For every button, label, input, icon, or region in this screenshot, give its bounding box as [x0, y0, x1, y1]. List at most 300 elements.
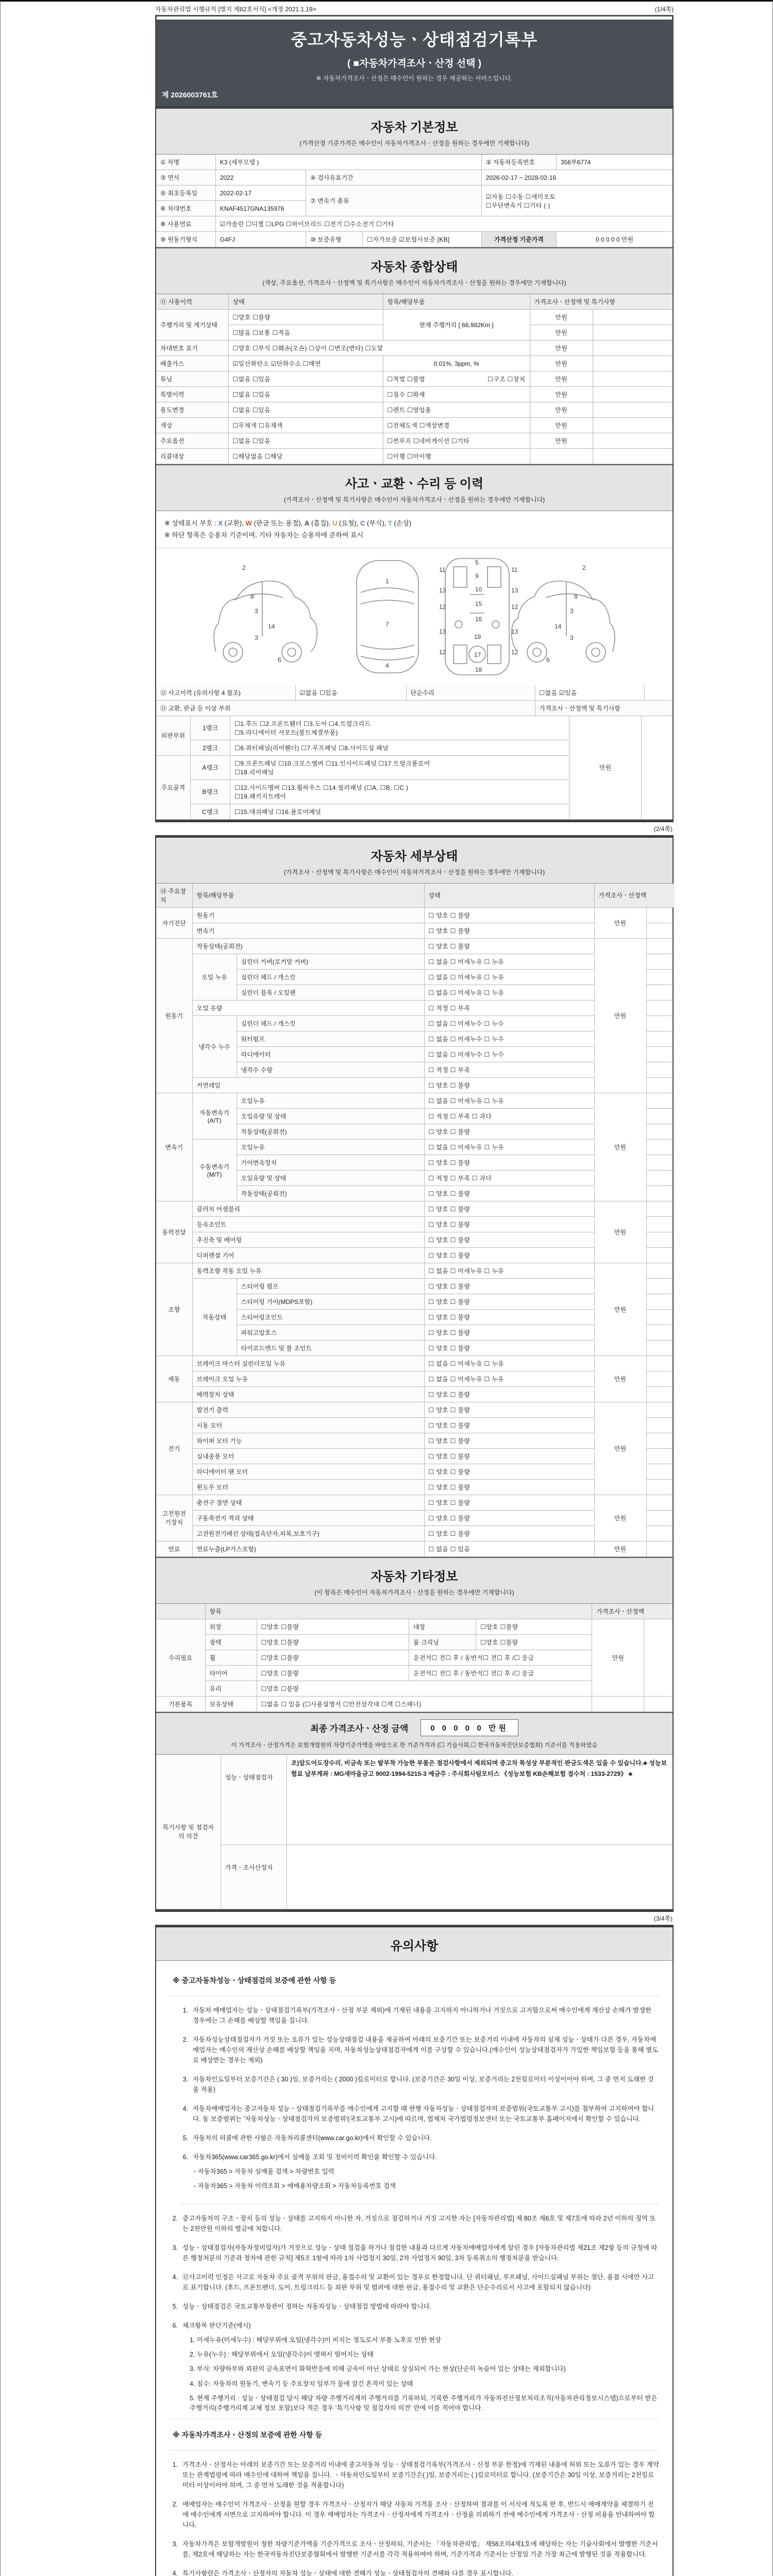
engine-idle-label: 작동상태(공회전): [192, 938, 424, 954]
engine-note-2: [646, 954, 675, 969]
criteria-1: 1. 미세누유(미세누수) : 해당부위에 오일(냉각수)이 비치는 정도로서 부품 노후로 인한 현상: [190, 2336, 441, 2344]
notice-header: [156, 1927, 673, 1961]
water-pump-state[interactable]: ☐ 없음 ☐ 미세누수 ☐ 누수: [424, 1031, 594, 1046]
panel-rank-table: [156, 716, 673, 820]
notice-body: [156, 1961, 673, 2576]
legend-symbol-a: A: [304, 519, 310, 527]
special-history-state[interactable]: ☐없음 ☐있음: [228, 387, 383, 402]
fuel-options[interactable]: ☑가솔린 ☐디젤 ☐LPG ☐하이브리드 ☐전기 ☐수소전기 ☐기타: [215, 216, 673, 232]
tie-rod-state[interactable]: ☐ 양호 ☐ 불량: [424, 1340, 594, 1355]
rankB-options-line2[interactable]: ☐19.패키지트레이: [234, 792, 287, 800]
wheel-state[interactable]: ☐양호 ☐불량: [257, 1650, 409, 1665]
band-gap: [157, 16, 672, 20]
vin-mark-label: 차대번호 표기: [156, 341, 228, 356]
legend-note: ※ 하단 항목은 승용차 기준이며, 기타 자동차는 승용차에 준하여 표시: [164, 531, 364, 539]
repair-price: 만원: [592, 1619, 644, 1696]
rankA-options-line1[interactable]: ☐9.프론트패널 ☐10.크로스멤버 ☐11.인사이드패널 ☐17.트렁크플로어: [234, 759, 430, 767]
steering-price: 만원: [594, 1263, 646, 1355]
usage-change-item[interactable]: ☐렌트 ☐영업용: [383, 402, 530, 418]
option-state[interactable]: ☐없음 ☐있음: [228, 433, 383, 449]
rank2-label: 2랭크: [190, 740, 230, 755]
window-motor-state[interactable]: ☐ 양호 ☐ 불량: [424, 1479, 594, 1495]
page-marker-1: (1/4쪽): [654, 6, 674, 13]
cleaning-state[interactable]: ☐양호 ☐불량: [476, 1634, 592, 1650]
svg-text:14: 14: [268, 622, 275, 630]
notice-item-text: 매매업자는 매수인이 가격조사ㆍ산정을 원할 경우 가격조사ㆍ산정자가 해당 자동차 가격을 조사ㆍ산정하여 결과를 이 서식에 적도록 한 후, 반드시 매매계약을 체결하기 전에 매수인에게 서면으로 고지하여야 합니다. 이 경우 매매업자는 가격조사ㆍ산정자에게 가격조사ㆍ산정을 의뢰하기 전에 매수인에게 가격조사ㆍ산정 비용을 안내하여야 합니다.: [182, 2500, 655, 2529]
tuning-label: 튜닝: [156, 371, 228, 387]
warranty-label: ⑩ 보증유형: [306, 232, 363, 247]
engine-note-1: [646, 938, 675, 954]
notice-item-text: 자동차매매업자는 중고자동차 성능ㆍ상태점검기록부를 매수인에게 고지할 때 현행 자동차성능ㆍ상태점검자의 보증범위(국토교통부 고시)를 첨부하여 고지하여야 합니다. 동 보증범위는 '자동차성능ㆍ상태점검자의 보증범위'(국토교통부 고시)에 따르며, 법제처 국가법령정보센터 또는 국토교통부 홈페이지에서 확인할 수 있습니다.: [193, 2105, 654, 2123]
notice-item-no: 5.: [182, 2134, 188, 2142]
title-band: [155, 15, 674, 106]
cleaning-label: 룸 크리닝: [409, 1634, 476, 1650]
mileage-state-1[interactable]: ☐양호 ☐불량: [228, 310, 383, 325]
water-pump-label: 워터펌프: [237, 1031, 424, 1046]
at-idle-state[interactable]: ☐ 양호 ☐ 불량: [424, 1124, 594, 1139]
fuel-price: 만원: [594, 1541, 646, 1556]
tuning-state[interactable]: ☐없음 ☐있음: [228, 371, 383, 387]
prop-shaft-label: 추진축 및 베어링: [192, 1232, 424, 1247]
svg-text:3: 3: [255, 607, 258, 615]
st-pump-label: 스티어링 펌프: [237, 1278, 424, 1294]
rankB-label: B랭크: [190, 779, 230, 804]
special-history-price: 만원: [530, 387, 593, 402]
overall-table: [156, 294, 673, 464]
main-frame-label: 주요골격: [156, 755, 190, 819]
subgroup-mt: 수동변속기 (M/T): [192, 1139, 237, 1201]
inspector-opinion-text: 조)앞도어도장수리, 비금속 또는 탈부착 가능한 부품은 점검사항에서 제외되며 중고차 특성상 부분적인 판금도색은 있을 수 있습니다.♣ 성능보험료 납부계좌 : MG새마을금고 9002-1994-5215-3 예금주 : 주식회사팀모터스 《성능보험 KB손해보험 접수처 : 1533-2729》 ♣: [287, 1754, 673, 1844]
vin-label: ⑥ 차대번호: [156, 201, 215, 216]
option-label: 주요옵션: [156, 433, 228, 449]
notice-penalty-items: [170, 2213, 659, 2419]
simple-repair-label: 단순수리: [406, 685, 535, 701]
mileage-current: 현재 주행거리 [ 66,982Km ]: [383, 310, 530, 341]
subgroup-oil-leak: 오일 누유: [192, 954, 237, 1000]
simple-repair-note: [644, 685, 673, 701]
notice-item-text: 자동차의 리콜에 관한 사항은 자동차리콜센터(www.car.go.kr)에서 확인할 수 있습니다.: [193, 2134, 432, 2142]
radiator-label: 라디에이터: [237, 1046, 424, 1062]
legend-desc-x: (교환),: [222, 519, 246, 527]
commonrail-state[interactable]: ☐ 양호 ☐ 불량: [424, 1077, 594, 1093]
selfdiag-note-2: [646, 923, 675, 938]
criteria-5: 5. 현재 주행거리 : 성능ㆍ상태점검 당시 해당 차량 주행거리계의 주행거리를 기록하되, 기록한 주행거리가 자동차전산정보처리조직(자동차관리정보시스템)으로부터 받은 주행거리(주행거리계 교체 정보 포함)보다 적은 경우 '특기사항 및 점검자의 의견' 란에 이를 적어야 합니다.: [190, 2395, 658, 2412]
group-repair-needed: 수리필요: [156, 1619, 205, 1696]
trans-note-1: [646, 1093, 675, 1108]
svg-text:14: 14: [554, 622, 562, 630]
at-level-state[interactable]: ☐ 적정 ☐ 부족 ☐ 과다: [424, 1108, 594, 1124]
detail-col-device: ⑭ 주요장치: [156, 884, 192, 908]
group-transmission: 변속기: [156, 1093, 192, 1201]
master-cyl-state[interactable]: ☐ 없음 ☐ 미세누유 ☐ 누유: [424, 1355, 594, 1371]
appraiser-label: 가격ㆍ조사산정자: [221, 1844, 287, 1909]
mt-level-state[interactable]: ☐ 적정 ☐ 부족 ☐ 과다: [424, 1170, 594, 1185]
final-price-label: 최종 가격조사ㆍ산정 금액: [310, 1723, 409, 1734]
mt-gear-label: 기어변속장치: [237, 1155, 424, 1170]
svg-text:13: 13: [439, 628, 446, 635]
power-note-4: [646, 1247, 675, 1263]
mileage-note-2: [593, 325, 673, 341]
selfdiag-trans-label: 변속기: [192, 923, 424, 938]
hv-wiring-state[interactable]: ☐ 양호 ☐ 불량: [424, 1526, 594, 1541]
group-selfdiag: 자기진단: [156, 907, 192, 938]
brake-price: 만원: [594, 1355, 646, 1402]
trans-note-5: [646, 1155, 675, 1170]
engine-note-5: [646, 1000, 675, 1015]
tuning-legal[interactable]: ☐적법 ☐불법: [387, 376, 425, 383]
power-note-3: [646, 1232, 675, 1247]
differential-label: 디퍼렌셜 기어: [192, 1247, 424, 1263]
criteria-2: 2. 누유(누수) : 해당부위에서 오일(냉각수)이 맺혀서 떨어지는 상태: [190, 2350, 374, 2358]
reg-no-label: ② 자동차등록번호: [481, 155, 556, 170]
accident-note: (가격조사ㆍ산정액 및 특기사항은 매수인이 자동차가격조사ㆍ산정을 원하는 경우에만 기재합니다): [283, 496, 545, 503]
notice-item-text: 자동차인도일부터 보증기간은 ( 30 )일, 보증거리는 ( 2000 )킬로미터로 합니다. (보증기간은 30일 이상, 보증거리는 2천킬로미터 이상이어야 하며, 그 중 먼저 도래한 것을 적용): [193, 2075, 654, 2093]
page-3: [155, 1925, 674, 2576]
top-meta: [155, 2, 674, 15]
svg-text:7: 7: [385, 620, 389, 628]
emission-price: 만원: [530, 356, 593, 371]
blower-state[interactable]: ☐ 양호 ☐ 불량: [424, 1448, 594, 1464]
steer-note-1: [646, 1263, 675, 1278]
overall-note: (색상, 주요옵션, 가격조사ㆍ산정액 및 특기사항은 매수인이 자동차가격조사ㆍ산정을 원하는 경우에만 기재합니다): [262, 279, 566, 286]
cv-joint-state[interactable]: ☐ 양호 ☐ 불량: [424, 1216, 594, 1232]
notice-item-no: 1.: [172, 2461, 178, 2468]
elec-note-5: [646, 1464, 675, 1479]
tuning-note: [593, 371, 673, 387]
tire-detail[interactable]: 운전석☐ 전☐ 후 / 동반석☐ 전☐ 후 /☐ 응급: [409, 1665, 592, 1681]
svg-text:12: 12: [439, 648, 446, 656]
fuel-note-1: [646, 1541, 675, 1556]
state-symbol-legend: [156, 511, 673, 548]
brake-oil-label: 브레이크 오일 누유: [192, 1371, 424, 1386]
holding-price: [592, 1696, 644, 1711]
rank-price-note: [641, 716, 673, 820]
steer-note-6: [646, 1340, 675, 1355]
coolant-head-state[interactable]: ☐ 없음 ☐ 미세누수 ☐ 누수: [424, 1015, 594, 1031]
price-survey-select: ( ■자동차가격조사ㆍ산정 선택 ): [347, 58, 482, 69]
tire-state[interactable]: ☐양호 ☐불량: [257, 1665, 409, 1681]
criteria-3: 3. 부식: 차량하부와 외판의 금속표면이 화학반응에 의해 금속이 아닌 상태로 상실되어 가는 현상(단순히 녹슬어 있는 상태는 제외합니다): [190, 2365, 566, 2373]
detail-col-state: 상태: [424, 884, 594, 908]
interior-state[interactable]: ☐양호 ☐불량: [476, 1619, 592, 1634]
clutch-label: 클러치 어셈블리: [192, 1201, 424, 1216]
vin-value: KNAF4517GNA135976: [215, 201, 306, 216]
tuning-kind[interactable]: ☐구조 ☐장치: [488, 376, 526, 383]
ps-leak-label: 동력조향 작동 오일 누유: [192, 1263, 424, 1278]
svg-text:10: 10: [475, 585, 482, 593]
power-note-2: [646, 1216, 675, 1232]
transmission-options-line2[interactable]: ☐무단변속기 ☐기타 ( ): [485, 201, 550, 209]
cyl-block-state[interactable]: ☐ 없음 ☐ 미세누유 ☐ 누유: [424, 985, 594, 1000]
color-state[interactable]: ☐무채색 ☐유채색: [228, 418, 383, 433]
charge-port-label: 충전구 절연 상태: [192, 1495, 424, 1510]
elec-note-4: [646, 1448, 675, 1464]
wheel-detail[interactable]: 운전석☐ 전☐ 후 / 동반석☐ 전☐ 후 /☐ 응급: [409, 1650, 592, 1665]
svg-text:18: 18: [475, 666, 482, 673]
color-item[interactable]: ☐전체도색 ☐색상변경: [383, 418, 530, 433]
trans-note-6: [646, 1170, 675, 1185]
cyl-head-state[interactable]: ☐ 없음 ☐ 미세누유 ☐ 누유: [424, 969, 594, 985]
car-top-view: [357, 561, 418, 673]
exchange-price-col: 가격조사ㆍ산정액 및 특기사항: [535, 700, 673, 716]
mt-idle-state[interactable]: ☐ 양호 ☐ 불량: [424, 1185, 594, 1201]
base-price-label: 가격산정 기준가격: [481, 232, 556, 247]
warranty-options[interactable]: ☐자가보증 ☑보험사보증 [KB]: [363, 232, 481, 247]
elec-note-1: [646, 1402, 675, 1417]
polish-state[interactable]: ☐양호 ☐불량: [257, 1634, 409, 1650]
ps-leak-state[interactable]: ☐ 없음 ☐ 미세누유 ☐ 누유: [424, 1263, 594, 1278]
option-price: 만원: [530, 433, 593, 449]
page-1: [155, 106, 674, 822]
window-motor-label: 윈도우 모터: [192, 1479, 424, 1495]
group-powertrain: 동력전달: [156, 1201, 192, 1263]
fan-motor-state[interactable]: ☐ 양호 ☐ 불량: [424, 1464, 594, 1479]
group-basic-items: 기본품목: [156, 1696, 205, 1711]
opinion-table: [156, 1754, 673, 1909]
detail-table: [156, 884, 675, 1557]
svg-text:5: 5: [475, 558, 479, 566]
booster-state[interactable]: ☐ 양호 ☐ 불량: [424, 1386, 594, 1402]
radiator-state[interactable]: ☐ 없음 ☐ 미세누수 ☐ 누수: [424, 1046, 594, 1062]
svg-text:8: 8: [250, 592, 254, 600]
legend-symbol-t: T: [388, 519, 392, 527]
fan-motor-label: 라디에이터 팬 모터: [192, 1464, 424, 1479]
accident-history-label: ⑫ 사고이력 (유의사항 4 참조): [156, 685, 295, 701]
cv-joint-label: 등속조인트: [192, 1216, 424, 1232]
group-electric: 전기: [156, 1402, 192, 1495]
rankB-options-line1[interactable]: ☐12.사이드멤버 ☐13.휠하우스 ☐14.필러패널 (☐A, ☐B, ☐C ): [234, 784, 409, 791]
color-price: 만원: [530, 418, 593, 433]
col-price: 가격조사ㆍ산정액 및 특기사항: [530, 294, 673, 310]
accident-header: [156, 465, 673, 511]
engine-note-8: [646, 1046, 675, 1062]
criteria-4: 4. 침수: 자동차의 원동기, 변속기 등 주요장치 일부가 물에 잠긴 흔적이 있는 상태: [190, 2380, 413, 2387]
subgroup-operation: 작동상태: [192, 1278, 237, 1355]
svg-text:13: 13: [511, 628, 518, 635]
col-usage: ⑪ 사용이력: [156, 294, 228, 310]
recall-item[interactable]: ☐이행 ☐미이행: [383, 449, 530, 464]
basic-info-table: [156, 155, 673, 247]
etc-col-price: 가격조사ㆍ산정액: [592, 1604, 673, 1619]
trans-note-3: [646, 1124, 675, 1139]
selfdiag-engine-label: 원동기: [192, 907, 424, 923]
rankA-label: A랭크: [190, 755, 230, 779]
legend-desc-t: (손상): [392, 519, 412, 527]
elec-note-3: [646, 1433, 675, 1448]
page-marker-3: (3/4쪽): [653, 1914, 673, 1922]
special-history-item[interactable]: ☐침수 ☐화재: [383, 387, 530, 402]
group-high-voltage: 고전원전기장치: [156, 1495, 192, 1541]
commonrail-label: 커먼레일: [192, 1077, 424, 1093]
notice-item-text: 가격조사ㆍ산정자는 아래의 보증기간 또는 보증거리 이내에 중고자동차 성능ㆍ상태점검기록부(가격조사ㆍ산정 부분 한정)에 기재된 내용에 허위 또는 오류가 있는 경우 계약 또는 관계법령에 따라 매수인에 대하여 책임을 집니다. ㆍ자동차인도일부터 보증기간은( )일, 보증거리는 ( )킬로미터로 합니다. (보증기간은 30일 이상, 보증거리는 2천킬로미터 이상이어야 하며, 그 중 먼저 도래한 것을 적용합니다): [182, 2461, 659, 2489]
notice-item-no: 3.: [172, 2540, 178, 2548]
brake-oil-state[interactable]: ☐ 없음 ☐ 미세누유 ☐ 누유: [424, 1371, 594, 1386]
option-item[interactable]: ☐썬루프 ☐네비게이션 ☐기타: [383, 433, 530, 449]
svg-text:12: 12: [511, 603, 518, 611]
notice-item-no: 2.: [182, 2036, 188, 2043]
notice-item-text: [182, 2320, 659, 2414]
hv-note-2: [646, 1510, 675, 1526]
rank1-options-line1[interactable]: ☐1.후드 ☐2.프론트휀더 ☐3.도어 ☐4.트렁크리드: [234, 720, 371, 727]
svg-text:11: 11: [439, 566, 446, 573]
detail-header: [156, 838, 673, 884]
color-note: [593, 418, 673, 433]
recall-label: 리콜대상: [156, 449, 228, 464]
etc-header: [156, 1558, 673, 1604]
vin-mark-price: 만원: [530, 341, 593, 356]
svg-text:3: 3: [570, 634, 574, 641]
notice-item-no: 6.: [172, 2321, 178, 2329]
usage-change-state[interactable]: ☐없음 ☐있음: [228, 402, 383, 418]
vin-mark-state[interactable]: ☐양호 ☐부식 ☐훼손(오손) ☐상이 ☐변조(변타) ☐도말: [228, 341, 530, 356]
svg-text:9: 9: [475, 572, 479, 580]
simple-repair-state[interactable]: ☐없음 ☑있음: [535, 685, 644, 701]
service-note: ※ 자동차가격조사ㆍ산정은 매수인이 원하는 경우 제공하는 서비스입니다.: [316, 75, 513, 82]
emission-state[interactable]: ☑일산화탄소 ☑탄화수소 ☐매연: [228, 356, 383, 371]
basic-info-note: (가격산정 기준가격은 매수인이 자동차가격조사ㆍ산정을 원하는 경우에만 기재합니다): [299, 140, 529, 147]
notice-item-text: [193, 2152, 659, 2192]
svg-text:16: 16: [475, 615, 482, 623]
engine-price: 만원: [594, 938, 646, 1093]
notice-item-no: 4.: [182, 2105, 188, 2112]
car365-path-2: - 자동차365 > 자동차 이력조회 > 매매용차량조회 > 자동차등록번호 검색: [194, 2182, 396, 2190]
option-note: [593, 433, 673, 449]
rankA-options-line2[interactable]: ☐18.리어패널: [234, 768, 274, 776]
exchange-label: ⑬ 교환, 판금 등 이상 부위: [156, 700, 535, 716]
subgroup-at: 자동변속기 (A/T): [192, 1093, 237, 1139]
page-2: [155, 835, 674, 1912]
exterior-state[interactable]: ☐양호 ☐불량: [257, 1619, 409, 1634]
recall-price: [530, 449, 593, 464]
transmission-price: 만원: [594, 1093, 646, 1201]
selfdiag-trans-state[interactable]: ☐ 양호 ☐ 불량: [424, 923, 594, 938]
svg-text:19: 19: [474, 633, 481, 640]
mt-leak-state[interactable]: ☐ 없음 ☐ 미세누유 ☐ 누유: [424, 1139, 594, 1155]
notice-item-no: 3.: [172, 2244, 178, 2251]
mt-gear-state[interactable]: ☐ 양호 ☐ 불량: [424, 1155, 594, 1170]
at-leak-state[interactable]: ☐ 없음 ☐ 미세누유 ☐ 누유: [424, 1093, 594, 1108]
notice-section1-title: ※ 중고자동차성능ㆍ상태점검의 보증에 관한 사항 등: [170, 1965, 659, 1996]
at-leak-label: 오일누유: [237, 1093, 424, 1108]
etc-col-group: [156, 1604, 205, 1619]
car-side-left-view: [214, 564, 317, 664]
legend-prefix: ※ 상태표시 부호 :: [164, 519, 219, 527]
fuel-leak-state[interactable]: ☐ 없음 ☐ 있음: [424, 1541, 594, 1556]
mt-leak-label: 오일누유: [237, 1139, 424, 1155]
mileage-state-2[interactable]: ☐많음 ☐보통 ☐적음: [228, 325, 383, 341]
rank1-options-line2[interactable]: ☐5.라디에이터 서포트(볼트체결부품): [234, 728, 338, 736]
basic-info-title: 자동차 기본정보: [371, 121, 458, 134]
glass-state[interactable]: ☐양호 ☐불량: [257, 1681, 592, 1696]
st-gear-state[interactable]: ☐ 양호 ☐ 불량: [424, 1294, 594, 1309]
oil-level-state[interactable]: ☐ 적정 ☐ 부족: [424, 1000, 594, 1015]
engine-type-value: G4FJ: [215, 232, 306, 247]
cyl-cover-state[interactable]: ☐ 없음 ☐ 미세누유 ☐ 누유: [424, 954, 594, 969]
glass-label: 유리: [205, 1681, 257, 1696]
coolant-level-state[interactable]: ☐ 적정 ☐ 부족: [424, 1062, 594, 1077]
st-joint-state[interactable]: ☐ 양호 ☐ 불량: [424, 1309, 594, 1325]
emission-values: 0.01%, 3ppm, %: [383, 356, 530, 371]
starter-state[interactable]: ☐ 양호 ☐ 불량: [424, 1417, 594, 1433]
polish-label: 광택: [205, 1634, 257, 1650]
col-state: 상태: [228, 294, 383, 310]
steer-note-4: [646, 1309, 675, 1325]
notice-title: 유의사항: [390, 1939, 439, 1953]
charge-port-state[interactable]: ☐ 양호 ☐ 불량: [424, 1495, 594, 1510]
tie-rod-label: 타이로드엔드 및 볼 조인트: [237, 1340, 424, 1355]
power-note-1: [646, 1201, 675, 1216]
svg-text:15: 15: [475, 600, 482, 607]
transmission-options[interactable]: [481, 185, 673, 216]
notice-item-no: 6.: [182, 2153, 188, 2161]
hv-price: 만원: [594, 1495, 646, 1541]
accident-history-state[interactable]: ☑없음 ☐있음: [295, 685, 406, 701]
car-damage-diagram: [167, 551, 662, 681]
recall-note: [593, 449, 673, 464]
notice-item-no: 4.: [172, 2273, 178, 2281]
rankC-options[interactable]: ☐15.대쉬패널 ☐16.플로어패널: [230, 804, 569, 819]
color-label: 색상: [156, 418, 228, 433]
oil-level-label: 오일 유량: [192, 1000, 424, 1015]
st-pump-state[interactable]: ☐ 양호 ☐ 불량: [424, 1278, 594, 1294]
notice-section2-title: ※ 자동차가격조사ㆍ산정의 보증에 관한 사항 등: [170, 2419, 659, 2451]
brake-note-1: [646, 1355, 675, 1371]
rank2-options[interactable]: ☐6.쿼터패널(리어휀더) ☐7.루프패널 ☐8.사이드실 패널: [230, 740, 569, 755]
clutch-state[interactable]: ☐ 양호 ☐ 불량: [424, 1201, 594, 1216]
wiper-state[interactable]: ☐ 양호 ☐ 불량: [424, 1433, 594, 1448]
inspection-value: 2026-02-17 ~ 2028-02-16: [481, 170, 673, 185]
notice-item-text: 중고자동차의 구조ㆍ장치 등의 성능ㆍ상태를 고지하지 아니한 자, 거짓으로 점검하거나 거짓 고지한 자는 [자동차관리법] 제 80조 제6호 및 제7호에 따라 2년 이하의 징역 또는 2천만원 이하의 벌금에 처합니다.: [182, 2214, 656, 2232]
notice-item-text: 성능ㆍ상태점검은 국토교통부장관이 정하는 자동차성능ㆍ상태점검 방법에 따라야 합니다.: [182, 2302, 432, 2310]
transmission-options-line1[interactable]: ☑자동 ☐수동 ☐세미오토: [485, 193, 556, 200]
differential-state[interactable]: ☐ 양호 ☐ 불량: [424, 1247, 594, 1263]
at-idle-label: 작동상태(공회전): [237, 1124, 424, 1139]
mileage-note-1: [593, 310, 673, 325]
high-hose-state[interactable]: ☐ 양호 ☐ 불량: [424, 1325, 594, 1340]
notice-item-no: 3.: [182, 2075, 188, 2083]
engine-type-label: ⑨ 원동기형식: [156, 232, 215, 247]
emission-label: 배출가스: [156, 356, 228, 371]
mileage-label: 주행거리 및 계기상태: [156, 310, 228, 341]
engine-note-10: [646, 1077, 675, 1093]
high-hose-label: 파워고압호스: [237, 1325, 424, 1340]
starter-label: 시동 모터: [192, 1417, 424, 1433]
interior-label: 내장: [409, 1619, 476, 1634]
svg-text:12: 12: [511, 648, 518, 656]
booster-label: 배력장치 상태: [192, 1386, 424, 1402]
electric-price: 만원: [594, 1402, 646, 1495]
year-label: ③ 연식: [156, 170, 215, 185]
rule-reference: 자동차관리법 시행규칙 [별지 제82호서식] <개정 2021.1.19>: [155, 6, 316, 13]
hv-note-3: [646, 1526, 675, 1541]
alternator-state[interactable]: ☐ 양호 ☐ 불량: [424, 1402, 594, 1417]
recall-state[interactable]: ☐해당없음 ☐해당: [228, 449, 383, 464]
holding-state[interactable]: ☐없음 ☐ 있음 (☐사용설명서 ☐안전삼각대 ☐잭 ☐스패너): [257, 1696, 592, 1711]
battery-iso-state[interactable]: ☐ 양호 ☐ 불량: [424, 1510, 594, 1526]
notice-item-text: 자동차 매매업자는 성능ㆍ상태점검기록부(가격조사ㆍ산정 부분 제외)에 기재된 내용을 고지하지 아니하거나 거짓으로 고지함으로써 매수인에게 재산상 손해가 발생한 경우에는 그 손해를 배상할 책임을 집니다.: [193, 2006, 652, 2024]
legend-desc-a: (흠집),: [309, 519, 332, 527]
cyl-head-label: 실린더 헤드 / 개스킷: [237, 969, 424, 985]
engine-idle-state[interactable]: ☐ 양호 ☐ 불량: [424, 938, 594, 954]
wiper-label: 와이퍼 모터 기능: [192, 1433, 424, 1448]
report-title: 중고자동차성능ㆍ상태점검기록부: [291, 30, 538, 49]
mt-idle-label: 작동상태(공회전): [237, 1185, 424, 1201]
selfdiag-engine-state[interactable]: ☐ 양호 ☐ 불량: [424, 907, 594, 923]
etc-col-item: 항목: [205, 1604, 592, 1619]
steer-note-3: [646, 1294, 675, 1309]
master-cyl-label: 브레이크 마스터 실린더오일 누유: [192, 1355, 424, 1371]
prop-shaft-state[interactable]: ☐ 양호 ☐ 불량: [424, 1232, 594, 1247]
